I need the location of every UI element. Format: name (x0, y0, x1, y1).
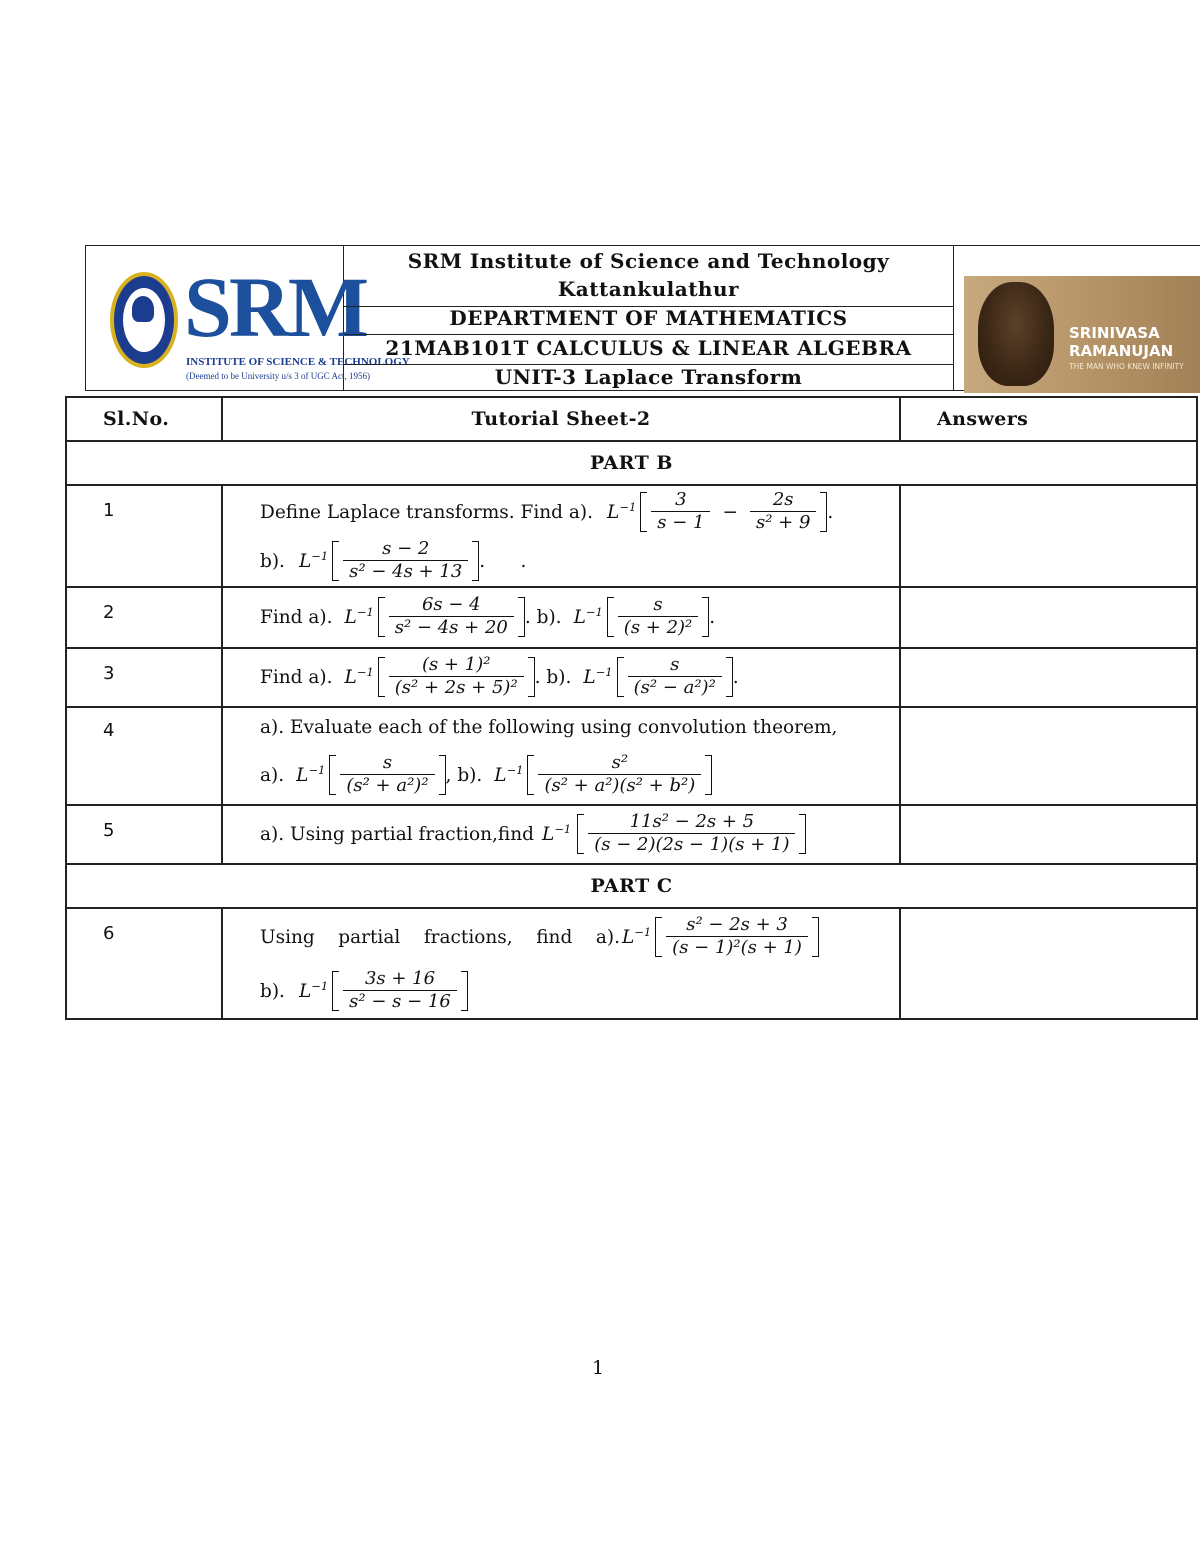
laplace-operator: $L^{-1}$ (296, 763, 326, 787)
fraction: $\frac{2s}{\text{s² + 9}}$ (750, 490, 816, 533)
ramanujan-panel (953, 245, 1200, 391)
answer-cell[interactable] (900, 805, 1197, 864)
page-number: 1 (592, 1357, 605, 1379)
laplace-operator: $L^{-1}$ (621, 925, 652, 949)
question-prefix: a). Using partial fraction,find (260, 823, 535, 845)
col-header-slno: Sl.No. (66, 397, 222, 441)
answer-cell[interactable] (900, 908, 1197, 1019)
fraction: $\frac{s}{\text{(s² + a²)²}}$ (340, 753, 434, 796)
question-text: Define Laplace transforms. Find a). $L^{-1}$ $\frac{3}{s - 1}$ − $\frac{2s}{\text{s² + 9}}$ . b). $L^{-1}$ $\frac{s - 2}{\text{s² − 4s + 13}}$ . . (222, 485, 900, 587)
col-header-sheet: Tutorial Sheet-2 (222, 397, 900, 441)
table-header-row (66, 397, 1197, 441)
table-row (66, 587, 1197, 648)
table-row (66, 485, 1197, 587)
question-number: 4 (66, 707, 222, 805)
fraction: $\frac{6s - 4}{\text{s² − 4s + 20}}$ (389, 595, 514, 638)
bracket-expression (329, 753, 445, 796)
laplace-operator: $L^{-1}$ (298, 549, 329, 573)
question-text (222, 805, 900, 864)
table-row (66, 648, 1197, 707)
question-prefix: Using partial fractions, find a). (260, 926, 620, 948)
ramanujan-image (964, 276, 1200, 393)
bracket-expression (655, 915, 819, 958)
laplace-operator: $L^{-1}$ (607, 500, 637, 524)
fraction: $\frac{s}{\text{(s² − a²)²}}$ (628, 655, 722, 698)
question-text: Find a). $L^{-1}$ $\frac{6s - 4}{\text{s² − 4s + 20}}$ . b). $L^{-1}$ $\frac{s}{\text{(s + 2)²}}$ . (222, 587, 900, 648)
portrait-icon (978, 282, 1054, 386)
bracket-expression (617, 655, 733, 698)
part-b-label: PART B (66, 441, 1197, 485)
fraction: $\frac{3s + 16}{\text{s² − s − 16}}$ (343, 969, 457, 1012)
question-text: a). Evaluate each of the following using convolution theorem, a). $L^{-1}$ $\frac{s}{\text{(s² + a²)²}}$ , b). $L^{-1}$ $\frac{\text{s²}}{\text{(s² + a²)(s² + b²)}}$ (222, 707, 900, 805)
campus-name: Kattankulathur (557, 277, 740, 301)
question-number: 5 (66, 805, 222, 864)
answer-cell[interactable] (900, 707, 1197, 805)
unit-title: UNIT-3 Laplace Transform (494, 365, 803, 389)
question-prefix: Find a). (260, 666, 333, 688)
institute-name: SRM Institute of Science and Technology (407, 249, 890, 273)
tutorial-table (65, 396, 1198, 1020)
bracket-expression (577, 812, 806, 855)
answer-cell[interactable] (900, 648, 1197, 707)
fraction: $\frac{\text{s²}}{\text{(s² + a²)(s² + b²)}}$ (538, 753, 701, 796)
fraction: $\frac{s}{\text{(s + 2)²}}$ (618, 595, 698, 638)
part-c-label: PART C (66, 864, 1197, 908)
laplace-operator: $L^{-1}$ (344, 665, 374, 689)
fraction: $\frac{\text{11s² − 2s + 5}}{(s - 2)(2s - 1)(s + 1)}$ (588, 812, 795, 855)
srm-logo-word: SRM (184, 259, 367, 355)
question-part-b: b). (457, 764, 483, 786)
question-prefix: Define Laplace transforms. Find a). (260, 501, 594, 523)
question-number: 1 (66, 485, 222, 587)
srm-logo (85, 245, 410, 391)
bracket-expression (332, 539, 479, 582)
table-row (66, 908, 1197, 1019)
question-part-b: b). (260, 550, 285, 572)
question-intro: a). Evaluate each of the following using convolution theorem, (260, 716, 838, 738)
table-row (66, 707, 1197, 805)
question-part-b: b). (546, 666, 572, 688)
laplace-operator: $L^{-1}$ (573, 605, 603, 629)
laplace-operator: $L^{-1}$ (542, 822, 572, 846)
laplace-operator: $L^{-1}$ (494, 763, 524, 787)
tree-icon (132, 296, 154, 322)
table-row (66, 805, 1197, 864)
srm-logo-deemed: (Deemed to be University u/s 3 of UGC Act, 1956) (186, 371, 370, 381)
portrait-name-last: RAMANUJAN (1069, 342, 1174, 360)
fraction: $\frac{3}{s - 1}$ (651, 490, 710, 533)
bracket-expression (332, 969, 468, 1012)
question-text: Find a). $L^{-1}$ $\frac{\text{(s + 1)²}}{\text{(s² + 2s + 5)²}}$ . b). $L^{-1}$ $\frac{s}{\text{(s² − a²)²}}$ . (222, 648, 900, 707)
bracket-expression (527, 753, 712, 796)
question-prefix: Find a). (260, 606, 333, 628)
document-header (85, 245, 1200, 393)
answer-cell[interactable] (900, 587, 1197, 648)
laplace-operator: $L^{-1}$ (583, 665, 613, 689)
question-number: 2 (66, 587, 222, 648)
laplace-operator: $L^{-1}$ (298, 979, 329, 1003)
question-number: 3 (66, 648, 222, 707)
col-header-answers: Answers (900, 397, 1197, 441)
question-number: 6 (66, 908, 222, 1019)
header-divider (344, 334, 953, 335)
part-row (66, 441, 1197, 485)
bracket-expression (607, 595, 709, 638)
question-prefix: a). (260, 764, 285, 786)
header-titles (344, 245, 953, 391)
question-part-b: b). (260, 980, 285, 1002)
department-name: DEPARTMENT OF MATHEMATICS (449, 306, 848, 330)
part-row (66, 864, 1197, 908)
portrait-name-first: SRINIVASA (1069, 324, 1160, 342)
bracket-expression (378, 655, 535, 698)
srm-logo-subtitle: INSTITUTE OF SCIENCE & TECHNOLOGY (186, 356, 410, 368)
portrait-tagline: THE MAN WHO KNEW INFINITY (1069, 362, 1184, 371)
question-part-b: b). (536, 606, 562, 628)
fraction: $\frac{s - 2}{\text{s² − 4s + 13}}$ (343, 539, 468, 582)
bracket-expression (378, 595, 525, 638)
fraction: $\frac{\text{(s + 1)²}}{\text{(s² + 2s + 5)²}}$ (389, 655, 524, 698)
question-text (222, 908, 900, 1019)
answer-cell[interactable] (900, 485, 1197, 587)
course-name: 21MAB101T CALCULUS & LINEAR ALGEBRA (385, 336, 912, 360)
bracket-expression: $\frac{3}{s - 1}$ − $\frac{2s}{\text{s² + 9}}$ (640, 490, 827, 533)
fraction: $\frac{\text{s² − 2s + 3}}{\text{(s − 1)²(s + 1)}}$ (666, 915, 808, 958)
laplace-operator: $L^{-1}$ (344, 605, 374, 629)
